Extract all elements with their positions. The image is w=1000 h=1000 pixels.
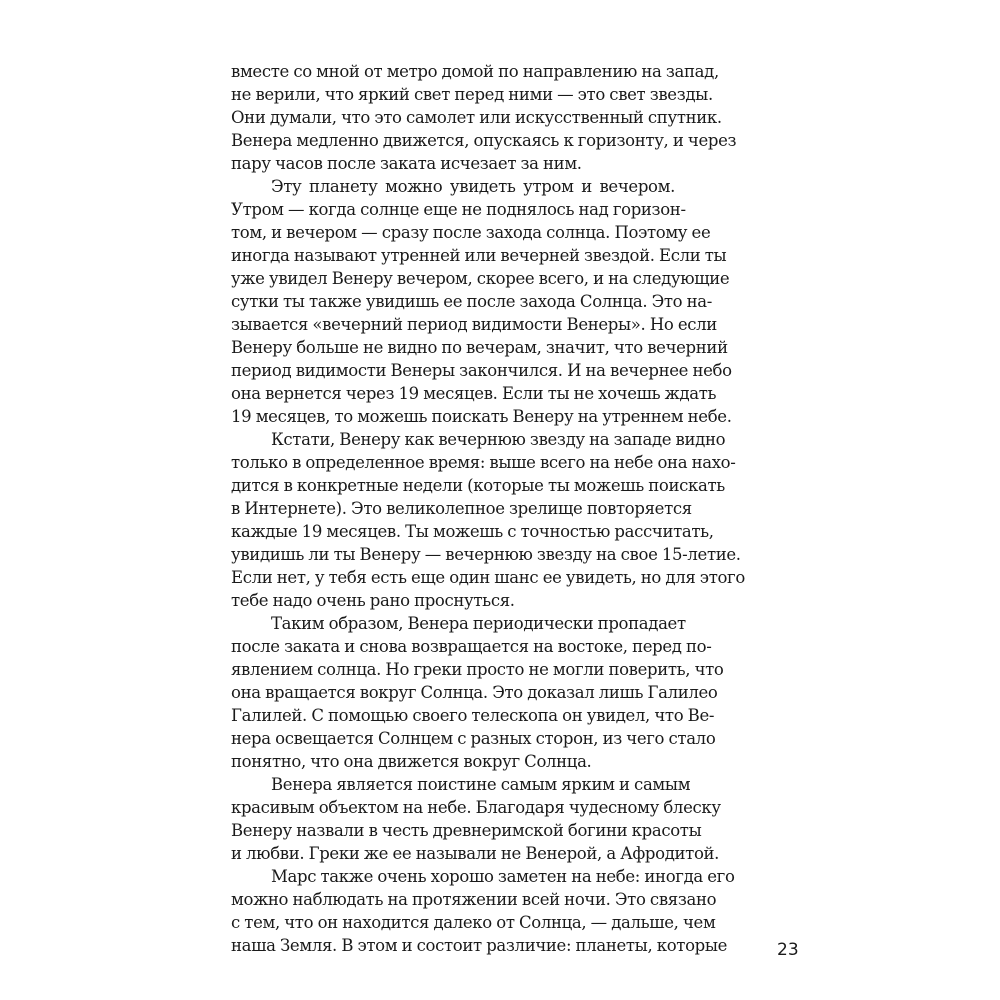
text-line: Они думали, что это самолет или искусственный спутник. (231, 108, 722, 127)
text-line: в Интернете). Это великолепное зрелище повторяется (231, 499, 692, 518)
text-line: иногда называют утренней или вечерней звездой. Если ты (231, 246, 727, 265)
text-line: том, и вечером — сразу после захода солнца. Поэтому ее (231, 223, 711, 242)
paragraph (231, 612, 724, 773)
text-line: уже увидел Венеру вечером, скорее всего, и на следующие (231, 269, 730, 288)
paragraph (231, 175, 732, 428)
text-line: Венеру больше не видно по вечерам, значит, что вечерний (231, 338, 728, 357)
text-line: зывается «вечерний период видимости Венеры». Но если (231, 315, 717, 334)
text-line: после заката и снова возвращается на востоке, перед по- (231, 637, 712, 656)
text-line: сутки ты также увидишь ее после захода Солнца. Это на- (231, 292, 712, 311)
text-line: Галилей. С помощью своего телескопа он увидел, что Ве- (231, 706, 715, 725)
text-line: период видимости Венеры закончился. И на вечернее небо (231, 361, 732, 380)
text-line: понятно, что она движется вокруг Солнца. (231, 752, 592, 771)
text-line: тебе надо очень рано проснуться. (231, 591, 515, 610)
text-line: Марс также очень хорошо заметен на небе: иногда его (271, 867, 735, 886)
paragraph (231, 428, 745, 612)
paragraph (231, 60, 737, 175)
text-line: и любви. Греки же ее называли не Венерой, а Афродитой. (231, 844, 720, 863)
paragraph (231, 865, 735, 957)
text-line: можно наблюдать на протяжении всей ночи. Это связано (231, 890, 717, 909)
text-line: она вернется через 19 месяцев. Если ты не хочешь ждать (231, 384, 717, 403)
text-line: Таким образом, Венера периодически пропадает (271, 614, 686, 633)
text-line: нера освещается Солнцем с разных сторон, из чего стало (231, 729, 716, 748)
text-line: Венеру назвали в честь древнеримской богини красоты (231, 821, 702, 840)
text-line: она вращается вокруг Солнца. Это доказал лишь Галилео (231, 683, 718, 702)
text-line: Если нет, у тебя есть еще один шанс ее увидеть, но для этого (231, 568, 745, 587)
text-line: с тем, что он находится далеко от Солнца, — дальше, чем (231, 913, 716, 932)
text-line: 19 месяцев, то можешь поискать Венеру на утреннем небе. (231, 407, 732, 426)
text-line: пару часов после заката исчезает за ним. (231, 154, 582, 173)
text-line: только в определенное время: выше всего на небе она нахо- (231, 453, 736, 472)
text-line: не верили, что яркий свет перед ними — это свет звезды. (231, 85, 713, 104)
page-number: 23 (777, 940, 799, 960)
text-line: увидишь ли ты Венеру — вечернюю звезду на свое 15-летие. (231, 545, 741, 564)
text-line: каждые 19 месяцев. Ты можешь с точностью рассчитать, (231, 522, 714, 541)
paragraph (231, 773, 721, 865)
text-line: вместе со мной от метро домой по направлению на запад, (231, 62, 719, 81)
text-line: Венера является поистине самым ярким и самым (271, 775, 691, 794)
text-line: Эту планету можно увидеть утром и вечером. (271, 177, 675, 196)
text-line: Венера медленно движется, опускаясь к горизонту, и через (231, 131, 737, 150)
text-line: красивым объектом на небе. Благодаря чудесному блеску (231, 798, 721, 817)
text-line: явлением солнца. Но греки просто не могли поверить, что (231, 660, 724, 679)
text-line: Утром — когда солнце еще не поднялось над горизон- (231, 200, 686, 219)
text-line: Кстати, Венеру как вечернюю звезду на западе видно (271, 430, 726, 449)
text-line: наша Земля. В этом и состоит различие: планеты, которые (231, 936, 728, 955)
body-text (231, 60, 745, 957)
text-line: дится в конкретные недели (которые ты можешь поискать (231, 476, 725, 495)
